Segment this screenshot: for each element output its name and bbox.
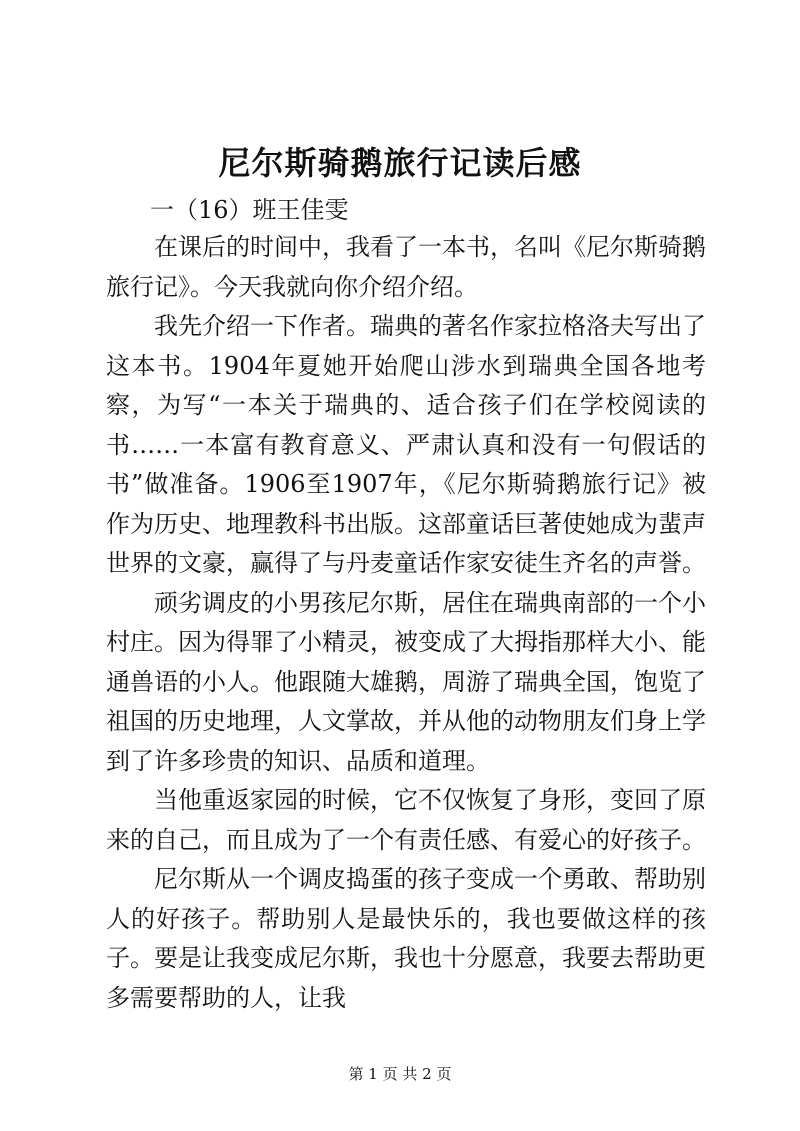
paragraph: 尼尔斯从一个调皮捣蛋的孩子变成一个勇敢、帮助别人的好孩子。帮助别人是最快乐的，我也要做这样的孩子。要是让我变成尼尔斯，我也十分愿意，我要去帮助更多需要帮助的人，让我 bbox=[106, 865, 706, 1012]
paragraph: 在课后的时间中，我看了一本书，名叫《尼尔斯骑鹅旅行记》。今天我就向你介绍介绍。 bbox=[106, 233, 706, 301]
author-line: 一（16）班王佳雯 bbox=[150, 196, 349, 224]
paragraph: 我先介绍一下作者。瑞典的著名作家拉格洛夫写出了这本书。1904年夏她开始爬山涉水到瑞典全国各地考察，为写“一本关于瑞典的、适合孩子们在学校阅读的书……一本富有教育意义、严肃认真和没有一句假话的书”做准备。1906至1907年，《尼尔斯骑鹅旅行记》被作为历史、地理教科书出版。这部童话巨著使她成为蜚声世界的文豪，赢得了与丹麦童话作家安徒生齐名的声誉。 bbox=[106, 312, 706, 577]
document-body bbox=[106, 228, 706, 1018]
paragraph: 当他重返家园的时候，它不仅恢复了身形，变回了原来的自己，而且成为了一个有责任感、有爱心的好孩子。 bbox=[106, 786, 706, 854]
paragraph: 顽劣调皮的小男孩尼尔斯，居住在瑞典南部的一个小村庄。因为得罪了小精灵，被变成了大拇指那样大小、能通兽语的小人。他跟随大雄鹅，周游了瑞典全国，饱览了祖国的历史地理，人文掌故，并从他的动物朋友们身上学到了许多珍贵的知识、品质和道理。 bbox=[106, 588, 706, 775]
page-footer: 第 1 页 共 2 页 bbox=[348, 1065, 452, 1083]
document-title: 尼尔斯骑鹅旅行记读后感 bbox=[218, 144, 582, 182]
